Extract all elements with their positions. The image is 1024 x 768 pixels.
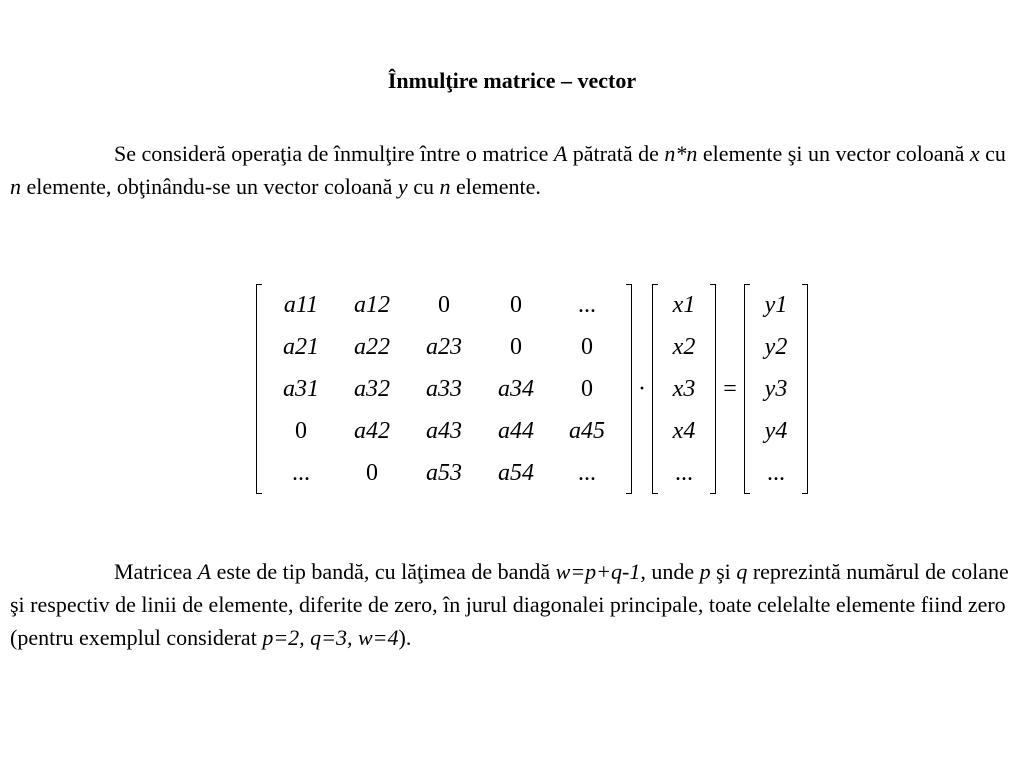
vector-y-entry: y2 [764, 333, 788, 360]
matrix-a-cell [336, 452, 408, 494]
vector-x-entry: x2 [672, 333, 696, 360]
p1-var-A: A [553, 141, 568, 166]
matrix-a-entry: a44 [498, 417, 534, 444]
matrix-a-entry: 0 [366, 459, 378, 486]
matrix-a-entry: a53 [426, 459, 462, 486]
matrix-a-entry: a42 [354, 417, 390, 444]
vector-x-cell [662, 452, 706, 494]
matrix-a-cell [266, 452, 336, 494]
vector-x-entry: x3 [672, 375, 696, 402]
matrix-a [262, 284, 626, 494]
matrix-a-entry: a21 [283, 333, 319, 360]
matrix-a-entry: 0 [510, 291, 522, 318]
matrix-a-cell [266, 326, 336, 368]
page-title: Înmulţire matrice – vector [387, 68, 637, 93]
p2-example-values: p=2, q=3, w=4 [262, 625, 399, 650]
matrix-a-entry: a11 [283, 291, 319, 318]
matrix-a-entry: a34 [498, 375, 534, 402]
vector-x-cell [662, 410, 706, 452]
matrix-a-cell [480, 452, 552, 494]
p1-var-n1: n [10, 174, 21, 199]
vector-x-cell [662, 284, 706, 326]
matrix-a-entry: a45 [569, 417, 605, 444]
matrix-a-entry: 0 [295, 417, 307, 444]
matrix-a-entry: a54 [498, 459, 534, 486]
multiplication-operator: · [638, 375, 646, 402]
intro-paragraph [10, 137, 1015, 203]
vector-y-cell [754, 326, 798, 368]
matrix-a-cell [552, 326, 622, 368]
matrix-vector-equation [256, 284, 808, 494]
band-matrix-paragraph [10, 555, 1015, 654]
matrix-a-entry: ... [578, 291, 596, 318]
matrix-a-cell [552, 452, 622, 494]
matrix-a-entry: 0 [510, 333, 522, 360]
p2-w-formula: w=p+q-1 [555, 559, 641, 584]
p2-text-2: este de tip bandă, cu lăţimea de bandă [211, 559, 556, 584]
p2-text-3: , unde [640, 559, 700, 584]
p1-text-2: pătrată de [567, 141, 665, 166]
p2-var-A: A [197, 559, 212, 584]
matrix-a-cell [408, 326, 480, 368]
matrix-a-cell [408, 284, 480, 326]
p2-var-q: q [736, 559, 748, 584]
p2-text-5: reprezintă numărul de colane şi respectiv de linii de elemente, diferite de zero, în jurul diagonalei principale, toate celelalte elemente fiind zero (pentru exemplul considerat [10, 559, 1009, 650]
vector-y-entry: y3 [764, 375, 788, 402]
matrix-a-entry: a31 [283, 375, 319, 402]
matrix-a-cell [552, 410, 622, 452]
matrix-a-cell [266, 368, 336, 410]
vector-y-entry: ... [767, 459, 785, 486]
matrix-a-cell [336, 410, 408, 452]
vector-y-entry: y1 [764, 291, 788, 318]
matrix-a-cell [266, 284, 336, 326]
vector-y-entry: y4 [764, 417, 788, 444]
matrix-a-cell [408, 368, 480, 410]
vector-y-cell [754, 410, 798, 452]
equals-operator: = [723, 375, 737, 402]
vector-y [750, 284, 802, 494]
vector-x-entry: x4 [672, 417, 696, 444]
vector-x-cell [662, 326, 706, 368]
p2-text-6: ). [398, 625, 412, 650]
matrix-a-cell [480, 326, 552, 368]
matrix-a-entry: a22 [354, 333, 390, 360]
vector-y-right-bracket [802, 284, 808, 494]
p2-var-p: p [699, 559, 711, 584]
p1-var-x: x [969, 141, 980, 166]
matrix-a-cell [336, 326, 408, 368]
p1-text-5: elemente, obţinându-se un vector coloană [21, 174, 398, 199]
vector-x [658, 284, 710, 494]
vector-x-entry: ... [675, 459, 693, 486]
p1-text-4: cu [979, 141, 1006, 166]
matrix-a-cell [480, 368, 552, 410]
p1-text-3: elemente şi un vector coloană [697, 141, 970, 166]
matrix-a-entry: 0 [438, 291, 450, 318]
p2-text-1: Matricea [114, 559, 198, 584]
matrix-a-cell [266, 410, 336, 452]
p1-var-nn: n*n [664, 141, 698, 166]
p1-var-y: y [397, 174, 408, 199]
matrix-a-cell [552, 284, 622, 326]
p1-text-7: elemente. [450, 174, 541, 199]
matrix-a-cell [552, 368, 622, 410]
matrix-a-entry: 0 [581, 375, 593, 402]
vector-x-entry: x1 [672, 291, 696, 318]
matrix-a-entry: ... [578, 459, 596, 486]
matrix-a-entry: a23 [426, 333, 462, 360]
vector-y-cell [754, 452, 798, 494]
vector-y-cell [754, 284, 798, 326]
vector-y-cell [754, 368, 798, 410]
p1-text-6: cu [407, 174, 440, 199]
matrix-a-cell [336, 368, 408, 410]
matrix-a-cell [336, 284, 408, 326]
matrix-a-cell [408, 452, 480, 494]
matrix-a-entry: ... [292, 459, 310, 486]
matrix-a-entry: a12 [354, 291, 390, 318]
matrix-a-entry: a43 [426, 417, 462, 444]
p1-var-n2: n [439, 174, 451, 199]
vector-x-cell [662, 368, 706, 410]
matrix-a-entry: a32 [354, 375, 390, 402]
matrix-a-entry: a33 [426, 375, 462, 402]
matrix-a-entry: 0 [581, 333, 593, 360]
matrix-a-cell [408, 410, 480, 452]
p2-text-4: şi [710, 559, 737, 584]
matrix-a-cell [480, 284, 552, 326]
p1-text-1: Se consideră operaţia de înmulţire între o matrice [114, 141, 554, 166]
matrix-a-cell [480, 410, 552, 452]
